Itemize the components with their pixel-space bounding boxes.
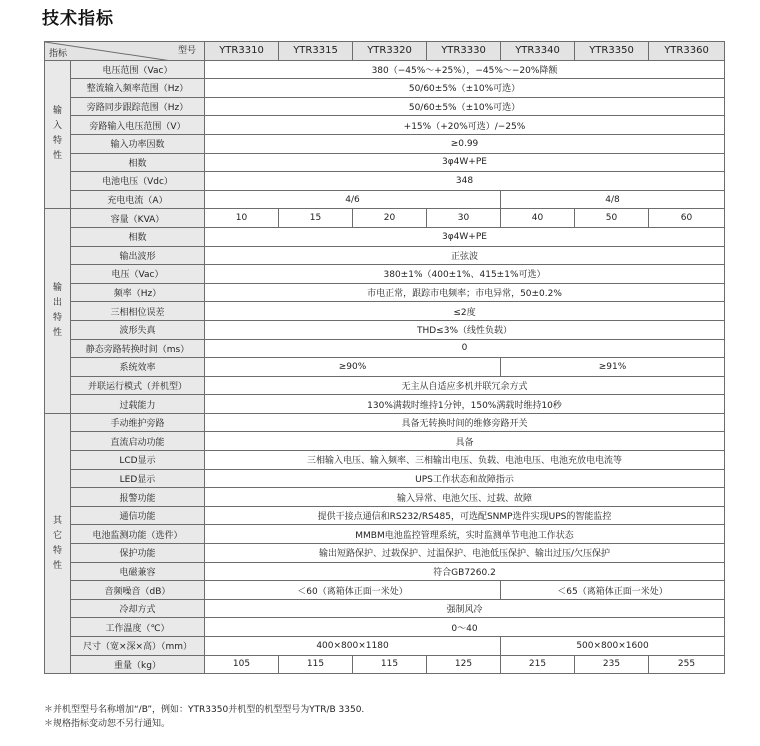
model-header: YTR3350	[575, 42, 649, 61]
table-row	[45, 506, 725, 525]
group-label: 输 出 特 性	[45, 209, 71, 414]
spec-item: 静态旁路转换时间（ms）	[71, 339, 205, 358]
spec-value: 具备无转换时间的维修旁路开关	[205, 413, 725, 432]
model-header: YTR3320	[353, 42, 427, 61]
spec-value: 正弦波	[205, 246, 725, 265]
model-header: YTR3330	[427, 42, 501, 61]
page-title: 技术指标	[42, 9, 114, 29]
spec-value: ≥0.99	[205, 134, 725, 153]
spec-item: 整流输入频率范围（Hz）	[71, 79, 205, 98]
spec-item: 保护功能	[71, 544, 205, 563]
model-label: 型号	[177, 46, 196, 56]
spec-value: 符合GB7260.2	[205, 562, 725, 581]
spec-value: 具备	[205, 432, 725, 451]
model-header: YTR3340	[501, 42, 575, 61]
spec-value: 三相输入电压、输入频率、三相输出电压、负载、电池电压、电池充放电电流等	[205, 451, 725, 470]
spec-item: 报警功能	[71, 488, 205, 507]
model-header: YTR3315	[279, 42, 353, 61]
spec-value: 15	[279, 209, 353, 228]
spec-value: ＜60（离箱体正面一米处）	[205, 581, 501, 600]
table-row	[45, 134, 725, 153]
table-row	[45, 302, 725, 321]
spec-item: 旁路同步跟踪范围（Hz）	[71, 97, 205, 116]
spec-value: 0	[205, 339, 725, 358]
footnote: ＊并机型型号名称增加“/B”，例如：YTR3350并机型的机型型号为YTR/B 3350.	[44, 705, 365, 715]
spec-value: 235	[575, 655, 649, 674]
table-row	[45, 283, 725, 302]
spec-value: 380±1%（400±1%、415±1%可选）	[205, 265, 725, 284]
spec-item: 波形失真	[71, 320, 205, 339]
table-row	[45, 339, 725, 358]
spec-item: 工作温度（℃）	[71, 618, 205, 637]
spec-item: LED显示	[71, 469, 205, 488]
spec-value: 380（−45%～+25%），−45%～−20%降额	[205, 60, 725, 79]
table-row	[45, 358, 725, 377]
spec-value: 输出短路保护、过载保护、过温保护、电池低压保护、输出过压/欠压保护	[205, 544, 725, 563]
spec-value: 40	[501, 209, 575, 228]
spec-value: 50/60±5%（±10%可选）	[205, 97, 725, 116]
spec-value: 348	[205, 172, 725, 191]
spec-item: 输出波形	[71, 246, 205, 265]
spec-item: 电池监测功能（选件）	[71, 525, 205, 544]
spec-value: 3φ4W+PE	[205, 153, 725, 172]
spec-item: 重量（kg）	[71, 655, 205, 674]
table-row	[45, 637, 725, 656]
spec-value: ≥90%	[205, 358, 501, 377]
table-row	[45, 116, 725, 135]
spec-item: 电压（Vac）	[71, 265, 205, 284]
spec-item: 输入功率因数	[71, 134, 205, 153]
spec-value: 10	[205, 209, 279, 228]
spec-item: 并联运行模式（并机型）	[71, 376, 205, 395]
model-header: YTR3310	[205, 42, 279, 61]
table-row	[45, 599, 725, 618]
spec-value: 215	[501, 655, 575, 674]
spec-item: 尺寸（宽×深×高）（mm）	[71, 637, 205, 656]
spec-value: 30	[427, 209, 501, 228]
spec-item: 通信功能	[71, 506, 205, 525]
spec-value: 125	[427, 655, 501, 674]
spec-value: 4/6	[205, 190, 501, 209]
table-row	[45, 172, 725, 191]
spec-value: +15%（+20%可选）/−25%	[205, 116, 725, 135]
model-header: YTR3360	[649, 42, 725, 61]
spec-value: 255	[649, 655, 725, 674]
spec-value: 输入异常、电池欠压、过载、故障	[205, 488, 725, 507]
spec-item: 直流启动功能	[71, 432, 205, 451]
header-diagonal-cell	[45, 42, 205, 61]
spec-value: 115	[279, 655, 353, 674]
table-row	[45, 376, 725, 395]
table-row	[45, 97, 725, 116]
footnote: ＊规格指标变动恕不另行通知。	[44, 719, 171, 729]
table-row	[45, 618, 725, 637]
spec-value: THD≤3%（线性负载）	[205, 320, 725, 339]
spec-item: 过载能力	[71, 395, 205, 414]
footnotes	[44, 703, 364, 731]
spec-value: 50/60±5%（±10%可选）	[205, 79, 725, 98]
table-row	[45, 451, 725, 470]
spec-label: 指标	[49, 48, 68, 59]
spec-value: 3φ4W+PE	[205, 227, 725, 246]
table-row	[45, 488, 725, 507]
header-row	[45, 42, 725, 61]
spec-value: 提供干接点通信和RS232/RS485，可选配SNMP选件实现UPS的智能监控	[205, 506, 725, 525]
table-row	[45, 227, 725, 246]
spec-item: 音频噪音（dB）	[71, 581, 205, 600]
spec-value: ＜65（离箱体正面一米处）	[501, 581, 725, 600]
table-row	[45, 655, 725, 674]
spec-value: 50	[575, 209, 649, 228]
spec-item: 系统效率	[71, 358, 205, 377]
spec-value: UPS工作状态和故障指示	[205, 469, 725, 488]
spec-value: 20	[353, 209, 427, 228]
spec-item: 电池电压（Vdc）	[71, 172, 205, 191]
spec-item: 频率（Hz）	[71, 283, 205, 302]
spec-item: 旁路输入电压范围（V）	[71, 116, 205, 135]
spec-value: ≥91%	[501, 358, 725, 377]
spec-body	[45, 60, 725, 674]
table-row	[45, 525, 725, 544]
table-row	[45, 153, 725, 172]
spec-item: 冷却方式	[71, 599, 205, 618]
spec-item: 容量（KVA）	[71, 209, 205, 228]
table-row	[45, 413, 725, 432]
spec-item: 三相相位误差	[71, 302, 205, 321]
spec-value: 130%满载时维持1分钟，150%满载时维持10秒	[205, 395, 725, 414]
spec-item: 充电电流（A）	[71, 190, 205, 209]
spec-value: 500×800×1600	[501, 637, 725, 656]
table-row	[45, 79, 725, 98]
spec-value: ≤2度	[205, 302, 725, 321]
group-label: 其 它 特 性	[45, 413, 71, 673]
table-row	[45, 562, 725, 581]
spec-value: 4/8	[501, 190, 725, 209]
table-row	[45, 209, 725, 228]
table-row	[45, 246, 725, 265]
table-row	[45, 320, 725, 339]
spec-value: 强制风冷	[205, 599, 725, 618]
table-row	[45, 395, 725, 414]
table-row	[45, 581, 725, 600]
spec-item: 电磁兼容	[71, 562, 205, 581]
group-label: 输 入 特 性	[45, 60, 71, 209]
spec-value: 60	[649, 209, 725, 228]
spec-item: 相数	[71, 153, 205, 172]
table-row	[45, 60, 725, 79]
table-row	[45, 544, 725, 563]
spec-value: 市电正常，跟踪市电频率；市电异常，50±0.2%	[205, 283, 725, 302]
spec-item: 相数	[71, 227, 205, 246]
spec-value: 0～40	[205, 618, 725, 637]
spec-value: 115	[353, 655, 427, 674]
spec-value: 400×800×1180	[205, 637, 501, 656]
spec-item: 电压范围（Vac）	[71, 60, 205, 79]
spec-table	[44, 41, 725, 674]
spec-value: 无主从自适应多机并联冗余方式	[205, 376, 725, 395]
spec-value: MMBM电池监控管理系统，实时监测单节电池工作状态	[205, 525, 725, 544]
spec-item: 手动维护旁路	[71, 413, 205, 432]
spec-item: LCD显示	[71, 451, 205, 470]
table-row	[45, 432, 725, 451]
spec-value: 105	[205, 655, 279, 674]
table-row	[45, 190, 725, 209]
table-row	[45, 469, 725, 488]
table-row	[45, 265, 725, 284]
